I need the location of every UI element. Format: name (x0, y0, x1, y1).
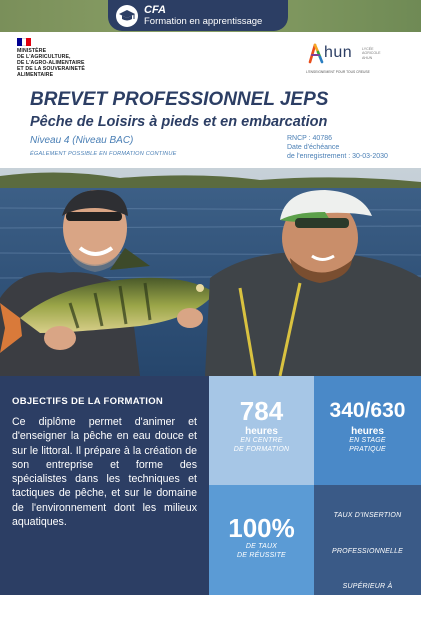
stat-value: 784 (239, 396, 284, 426)
level-text: Niveau 4 (Niveau BAC) (30, 135, 134, 146)
page-title: BREVET PROFESSIONNEL JEPS (30, 89, 329, 110)
ahun-logo (304, 38, 414, 78)
graduation-cap-icon (116, 5, 138, 27)
ministry-line: ET DE LA SOUVERAINETÉ (17, 66, 85, 72)
stat-label: PRATIQUE (349, 445, 386, 453)
objectives-title: OBJECTIFS DE LA FORMATION (12, 396, 164, 407)
stat-label: EN STAGE (349, 437, 386, 444)
stat-label: TAUX D'INSERTION (333, 512, 402, 519)
ahun-wordmark: hun (324, 44, 353, 61)
objectives-text: Ce diplôme permet d'animer et d'enseigner la pêche en eau douce et sur le littoral. Il prépare à la création de son entreprise et forme des spécialistes dans les techniques et tactiques de pêche, et sur le domaine de l'environnement dont les milieux aquatiques. (12, 416, 197, 529)
hero-photo (0, 168, 421, 376)
ahun-tagline: L'ENSEIGNEMENT POUR TOUS CREUSE (306, 70, 370, 74)
cfa-badge (108, 0, 288, 31)
stat-unit: heures (245, 426, 278, 437)
stat-label: DE FORMATION (233, 445, 290, 453)
stat-label: PROFESSIONNELLE (331, 547, 404, 555)
objectives-panel (0, 376, 209, 595)
expiry-label: Date d'échéance (287, 144, 340, 152)
ministry-logo (17, 38, 127, 78)
rncp-code: RNCP : 40786 (287, 135, 333, 142)
ministry-line: ALIMENTAIRE (17, 72, 54, 78)
stat-value: 340/630 (329, 399, 406, 422)
stat-label: DE RÉUSSITE (237, 551, 286, 559)
stat-value: 66% (341, 594, 394, 625)
stat-label: EN CENTRE (240, 437, 283, 444)
cfa-title: CFA (144, 4, 166, 16)
stat-label: DE TAUX (245, 543, 278, 550)
top-banner (0, 0, 421, 32)
stat-center-hours (209, 376, 314, 485)
stat-insertion-rate (314, 485, 421, 625)
stat-value: 100% (228, 513, 295, 543)
cfa-subtitle: Formation en apprentissage (144, 16, 263, 27)
stat-stage-hours (314, 376, 421, 485)
continuing-education-note: ÉGALEMENT POSSIBLE EN FORMATION CONTINUE (30, 151, 177, 157)
stat-success-rate (209, 485, 314, 595)
stat-unit: heures (351, 426, 384, 437)
ministry-line: DE L'AGRICULTURE, (17, 54, 71, 60)
page-subtitle: Pêche de Loisirs à pieds et en embarcation (30, 114, 328, 130)
ahun-lycee-text: LYCÉE AGRICOLE AHUN (362, 47, 381, 60)
french-flag-icon (17, 38, 31, 46)
ministry-line: DE L'AGRO-ALIMENTAIRE (17, 60, 85, 66)
ministry-line: MINISTÈRE (17, 48, 47, 54)
stat-label: SUPÉRIEUR À (342, 583, 393, 590)
rncp-block (287, 134, 388, 162)
expiry-value: de l'enregistrement : 30-03-2030 (287, 153, 388, 161)
